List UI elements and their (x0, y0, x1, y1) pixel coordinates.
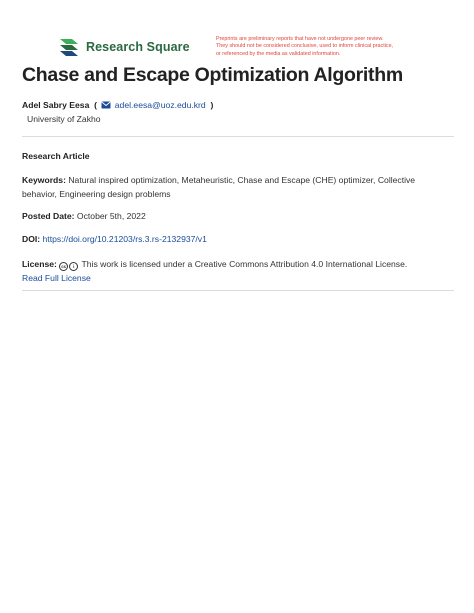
read-full-license-link[interactable]: Read Full License (22, 272, 91, 283)
author-email-link[interactable]: adel.eesa@uoz.edu.krd (114, 100, 206, 110)
posted-date-label: Posted Date: (22, 211, 75, 221)
paren-close: ) (208, 100, 214, 110)
keywords (22, 174, 452, 201)
doi-link[interactable]: https://doi.org/10.21203/rs.3.rs-2132937/v1 (42, 234, 207, 244)
research-square-logo-icon (58, 38, 80, 56)
research-square-logo[interactable] (58, 38, 190, 56)
paren-open: ( (91, 100, 97, 110)
author-name: Adel Sabry Eesa (22, 100, 90, 110)
author-line (22, 100, 213, 110)
keywords-label: Keywords: (22, 175, 66, 185)
posted-date-value: October 5th, 2022 (76, 211, 146, 221)
preprint-disclaimer (216, 36, 456, 58)
envelope-icon (101, 101, 111, 109)
license-label: License: (22, 259, 57, 269)
creative-commons-icon: cc (61, 264, 67, 269)
disclaimer-line: They should not be considered conclusive, used to inform clinical practice, (216, 43, 394, 50)
logo-text: Research Square (86, 40, 190, 54)
posted-date (22, 211, 146, 221)
disclaimer-line: or referenced by the media as validated information. (216, 50, 341, 57)
divider (22, 136, 454, 137)
doi (22, 234, 207, 244)
doi-label: DOI: (22, 234, 41, 244)
divider (22, 290, 454, 291)
author-affiliation: University of Zakho (27, 114, 101, 124)
article-type: Research Article (22, 151, 90, 161)
disclaimer-line: Preprints are preliminary reports that have not undergone peer review. (216, 36, 384, 42)
license-text: This work is licensed under a Creative Commons Attribution 4.0 International License. (81, 259, 408, 269)
paper-title: Chase and Escape Optimization Algorithm (22, 64, 403, 86)
license (22, 258, 462, 285)
keywords-text: Natural inspired optimization, Metaheuristic, Chase and Escape (CHE) optimizer, Collective behavior, Engineering design problems (22, 175, 416, 199)
attribution-icon: i (69, 262, 78, 271)
